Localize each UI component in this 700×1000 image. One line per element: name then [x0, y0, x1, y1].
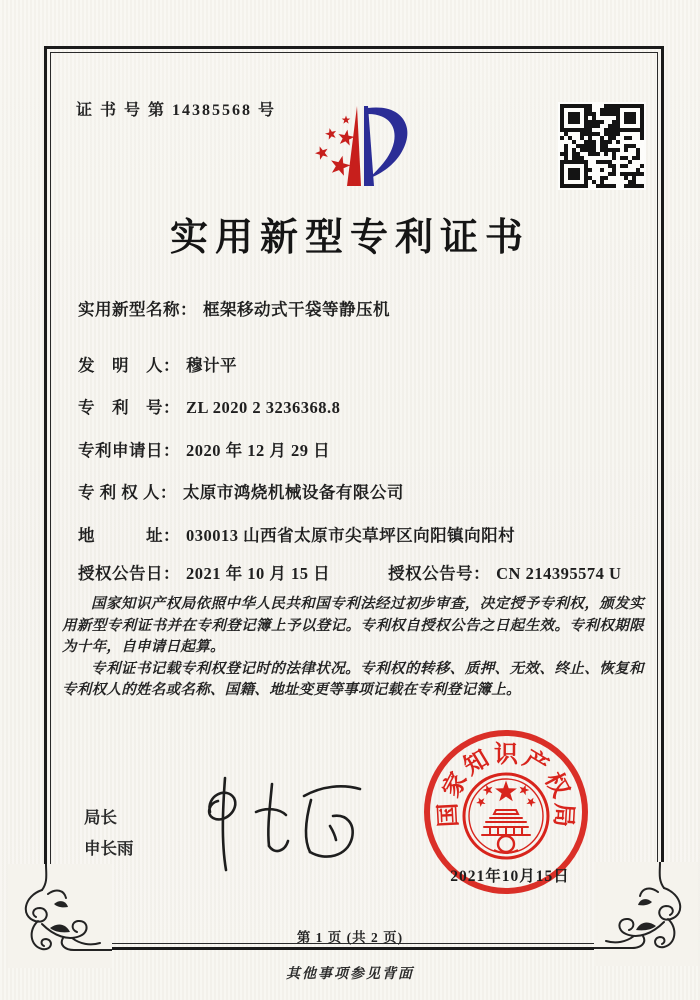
- field-label: 实用新型名称：: [78, 300, 197, 319]
- field-value: 框架移动式干袋等静压机: [203, 300, 390, 319]
- legal-paragraph-1: 国家知识产权局依照中华人民共和国专利法经过初步审查，决定授予专利权，颁发实用新型专利证书并在专利登记簿上予以登记。专利权自授权公告之日起生效。专利权期限为十年，自申请日起算。: [62, 596, 644, 655]
- officer-name: 申长雨: [84, 839, 134, 858]
- seal-date: 2021年10月15日: [450, 868, 570, 885]
- field-label: 发 明 人：: [78, 356, 180, 375]
- svg-text:权: 权: [539, 768, 574, 802]
- svg-text:局: 局: [549, 802, 577, 828]
- field-value: 太原市鸿烧机械设备有限公司: [182, 483, 404, 502]
- qr-code: [558, 102, 646, 190]
- svg-text:产: 产: [518, 745, 553, 781]
- field-value: 2020 年 12 月 29 日: [186, 441, 331, 460]
- floral-corner-ornament-right: [594, 862, 698, 966]
- svg-text:国: 国: [435, 802, 463, 828]
- grant-number-label: 授权公告号：: [388, 564, 491, 583]
- grant-date-label: 授权公告日：: [78, 564, 180, 583]
- certificate-number: 证 书 号 第 14385568 号: [76, 102, 277, 119]
- field-inventor: [78, 352, 638, 376]
- field-utility-model-name: [78, 296, 638, 320]
- officer-block: [84, 802, 134, 864]
- svg-text:识: 识: [494, 742, 518, 768]
- field-patent-number: [78, 394, 638, 418]
- floral-corner-ornament-left: [8, 864, 112, 968]
- grant-date-value: 2021 年 10 月 15 日: [186, 564, 331, 583]
- svg-text:家: 家: [438, 768, 473, 802]
- cnipa-logo: [294, 98, 410, 194]
- field-grant-row: [78, 560, 638, 584]
- grant-number-value: CN 214395574 U: [496, 564, 622, 583]
- field-value: 穆计平: [186, 356, 237, 375]
- officer-title: 局长: [84, 808, 117, 827]
- page-number: 第 1 页 (共 2 页): [296, 930, 404, 945]
- field-patentee: [78, 479, 638, 503]
- svg-text:知: 知: [459, 745, 494, 781]
- signature-shen-changyu: [192, 772, 372, 877]
- legal-paragraph-2: 专利证书记载专利权登记时的法律状况。专利权的转移、质押、无效、终止、恢复和专利权人的姓名或名称、国籍、地址变更等事项记载在专利登记簿上。: [62, 660, 644, 698]
- logo-stars: [313, 116, 355, 177]
- field-label: 专 利 权 人：: [78, 483, 177, 502]
- field-filing-date: [78, 437, 638, 461]
- field-label: 专利申请日：: [78, 441, 180, 460]
- back-side-note: 其他事项参见背面: [286, 967, 414, 982]
- certificate-title: 实用新型专利证书: [169, 217, 530, 259]
- national-emblem: [464, 774, 548, 858]
- field-label: 地 址：: [78, 526, 180, 545]
- field-value: ZL 2020 2 3236368.8: [186, 398, 341, 417]
- field-address: [78, 522, 638, 546]
- field-value: 030013 山西省太原市尖草坪区向阳镇向阳村: [186, 526, 516, 545]
- legal-text: [62, 594, 644, 702]
- field-label: 专 利 号：: [78, 398, 180, 417]
